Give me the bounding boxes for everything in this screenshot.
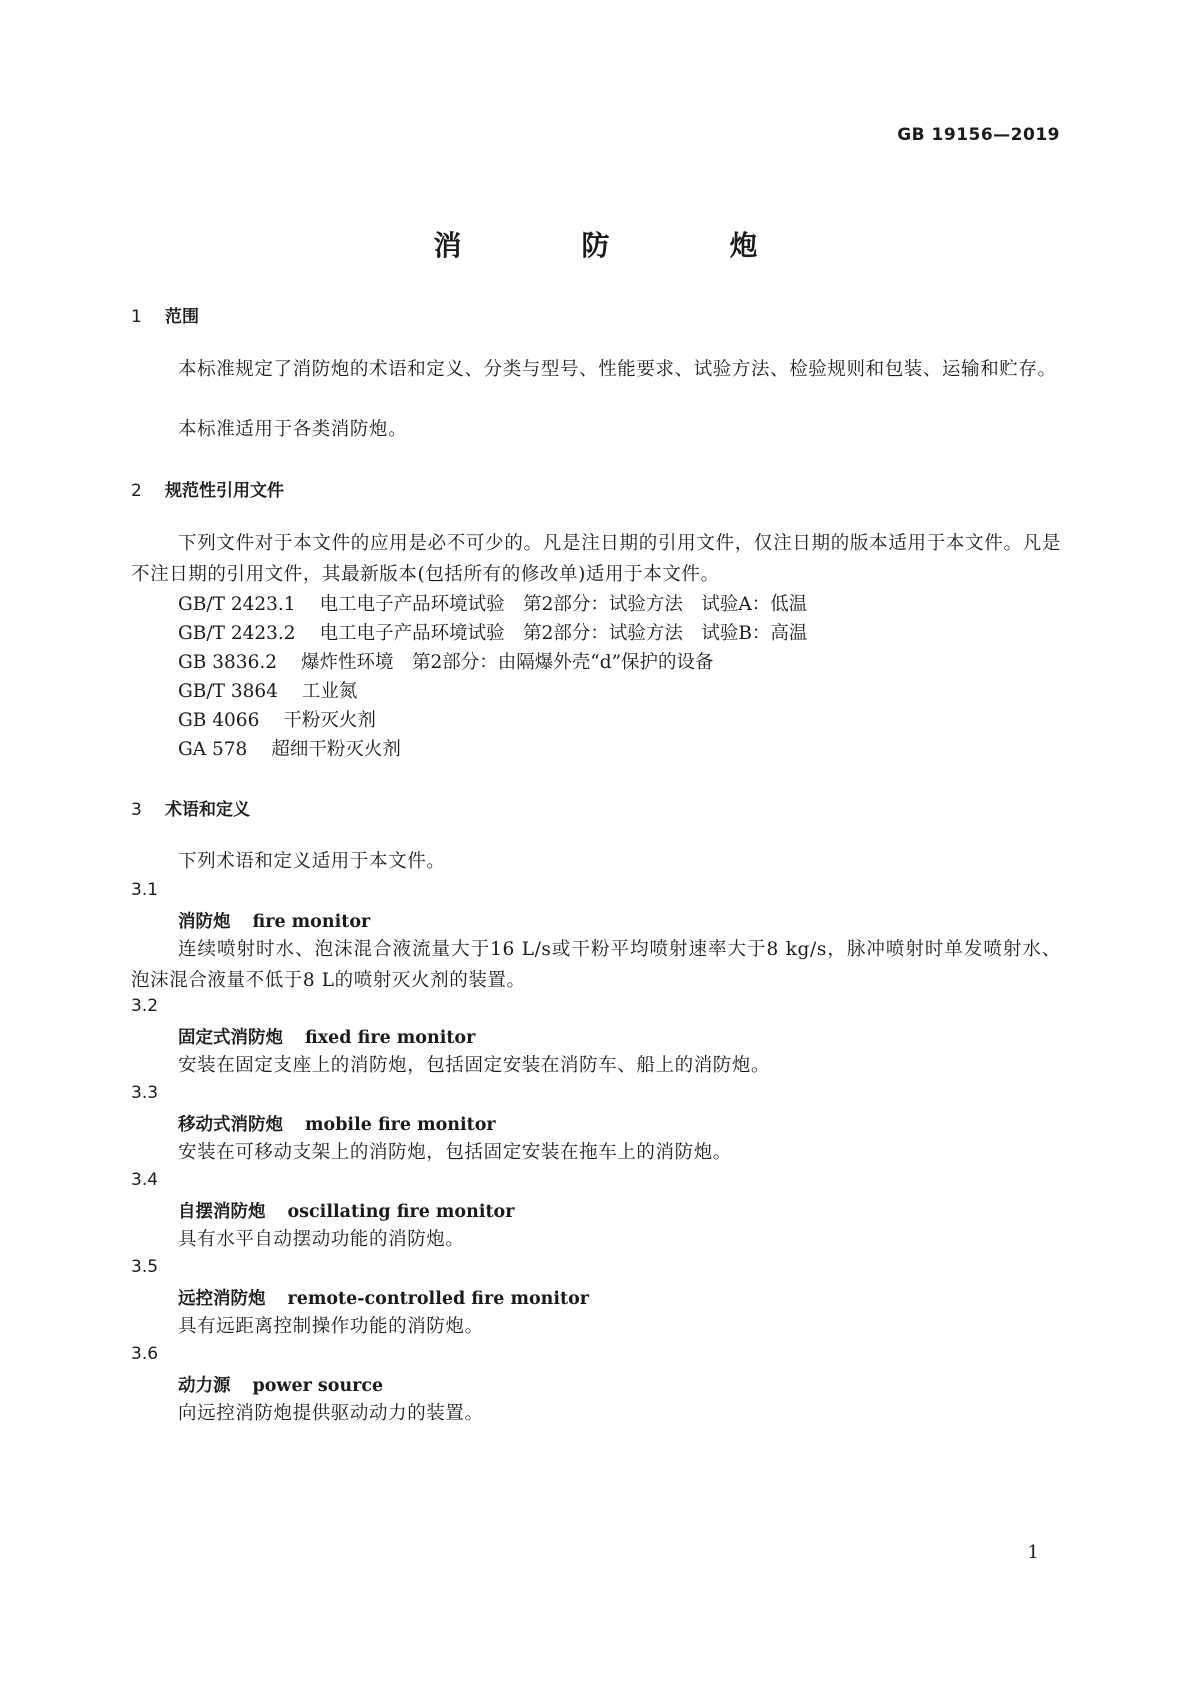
term-number: 3.5 xyxy=(131,1257,159,1277)
term-number: 3.3 xyxy=(131,1083,159,1103)
reference-item xyxy=(178,677,357,703)
term-name-en: oscillating fire monitor xyxy=(287,1202,515,1222)
reference-code: GA 578 xyxy=(178,739,248,760)
section-number: 1 xyxy=(131,307,142,327)
section-1-paragraph-2: 本标准适用于各类消防炮。 xyxy=(178,419,408,440)
document-title: 消 防 炮 xyxy=(433,229,804,262)
reference-code: GB/T 2423.1 xyxy=(178,594,296,615)
term-name-zh: 固定式消防炮 xyxy=(178,1028,283,1048)
term-name xyxy=(178,1198,514,1223)
reference-title: 超细干粉灭火剂 xyxy=(271,739,401,760)
reference-code: GB 3836.2 xyxy=(178,652,277,673)
term-definition: 连续喷射时水、泡沫混合液流量大于16 L/s或干粉平均喷射速率大于8 kg/s，脉冲喷射时单发喷射水、泡沫混合液量不低于8 L的喷射灭火剂的装置。 xyxy=(131,939,1061,991)
term-definition: 具有水平自动摆动功能的消防炮。 xyxy=(178,1229,465,1250)
reference-item xyxy=(178,706,376,732)
standard-code: GB 19156—2019 xyxy=(897,125,1060,145)
reference-code: GB 4066 xyxy=(178,710,260,731)
section-1-heading xyxy=(131,302,199,327)
section-title: 规范性引用文件 xyxy=(165,481,284,501)
term-name xyxy=(178,1111,496,1136)
reference-title: 爆炸性环境 第2部分：由隔爆外壳“d”保护的设备 xyxy=(301,652,714,673)
term-name xyxy=(178,1024,475,1049)
section-2-intro: 下列文件对于本文件的应用是必不可少的。凡是注日期的引用文件，仅注日期的版本适用于本文件。凡是不注日期的引用文件，其最新版本(包括所有的修改单)适用于本文件。 xyxy=(131,533,1061,585)
term-name-en: remote-controlled fire monitor xyxy=(287,1289,590,1309)
reference-item xyxy=(178,619,807,645)
reference-item xyxy=(178,590,807,616)
term-number: 3.4 xyxy=(131,1170,159,1190)
term-name-en: fixed fire monitor xyxy=(305,1028,476,1048)
term-name-zh: 移动式消防炮 xyxy=(178,1115,283,1135)
term-number: 3.2 xyxy=(131,996,159,1016)
term-name xyxy=(178,908,370,933)
term-name xyxy=(178,1372,383,1397)
term-name-en: fire monitor xyxy=(252,912,371,932)
reference-title: 电工电子产品环境试验 第2部分：试验方法 试验A：低温 xyxy=(319,594,808,615)
reference-title: 电工电子产品环境试验 第2部分：试验方法 试验B：高温 xyxy=(319,623,808,644)
term-name-en: power source xyxy=(252,1376,384,1396)
section-3-intro: 下列术语和定义适用于本文件。 xyxy=(178,851,446,872)
term-name-zh: 远控消防炮 xyxy=(178,1289,266,1309)
reference-code: GB/T 3864 xyxy=(178,681,278,702)
term-number: 3.1 xyxy=(131,880,159,900)
section-2-heading xyxy=(131,476,284,501)
reference-code: GB/T 2423.2 xyxy=(178,623,296,644)
term-definition: 向远控消防炮提供驱动动力的装置。 xyxy=(178,1403,484,1424)
section-1-paragraph-1: 本标准规定了消防炮的术语和定义、分类与型号、性能要求、试验方法、检验规则和包装、运输和贮存。 xyxy=(178,359,1057,380)
page-number: 1 xyxy=(1027,1542,1039,1563)
section-number: 2 xyxy=(131,481,142,501)
term-definition: 安装在可移动支架上的消防炮，包括固定安装在拖车上的消防炮。 xyxy=(178,1142,732,1163)
term-name-zh: 消防炮 xyxy=(178,912,231,932)
section-title: 范围 xyxy=(165,307,199,327)
term-definition: 具有远距离控制操作功能的消防炮。 xyxy=(178,1316,484,1337)
reference-title: 工业氮 xyxy=(301,681,358,702)
term-name xyxy=(178,1285,589,1310)
section-3-heading xyxy=(131,795,250,820)
reference-title: 干粉灭火剂 xyxy=(283,710,376,731)
section-number: 3 xyxy=(131,800,142,820)
term-name-zh: 动力源 xyxy=(178,1376,231,1396)
term-definition: 安装在固定支座上的消防炮，包括固定安装在消防车、船上的消防炮。 xyxy=(178,1055,771,1076)
reference-item xyxy=(178,648,714,674)
term-name-en: mobile fire monitor xyxy=(305,1115,496,1135)
reference-item xyxy=(178,735,401,761)
term-name-zh: 自摆消防炮 xyxy=(178,1202,266,1222)
section-title: 术语和定义 xyxy=(165,800,250,820)
term-number: 3.6 xyxy=(131,1344,159,1364)
